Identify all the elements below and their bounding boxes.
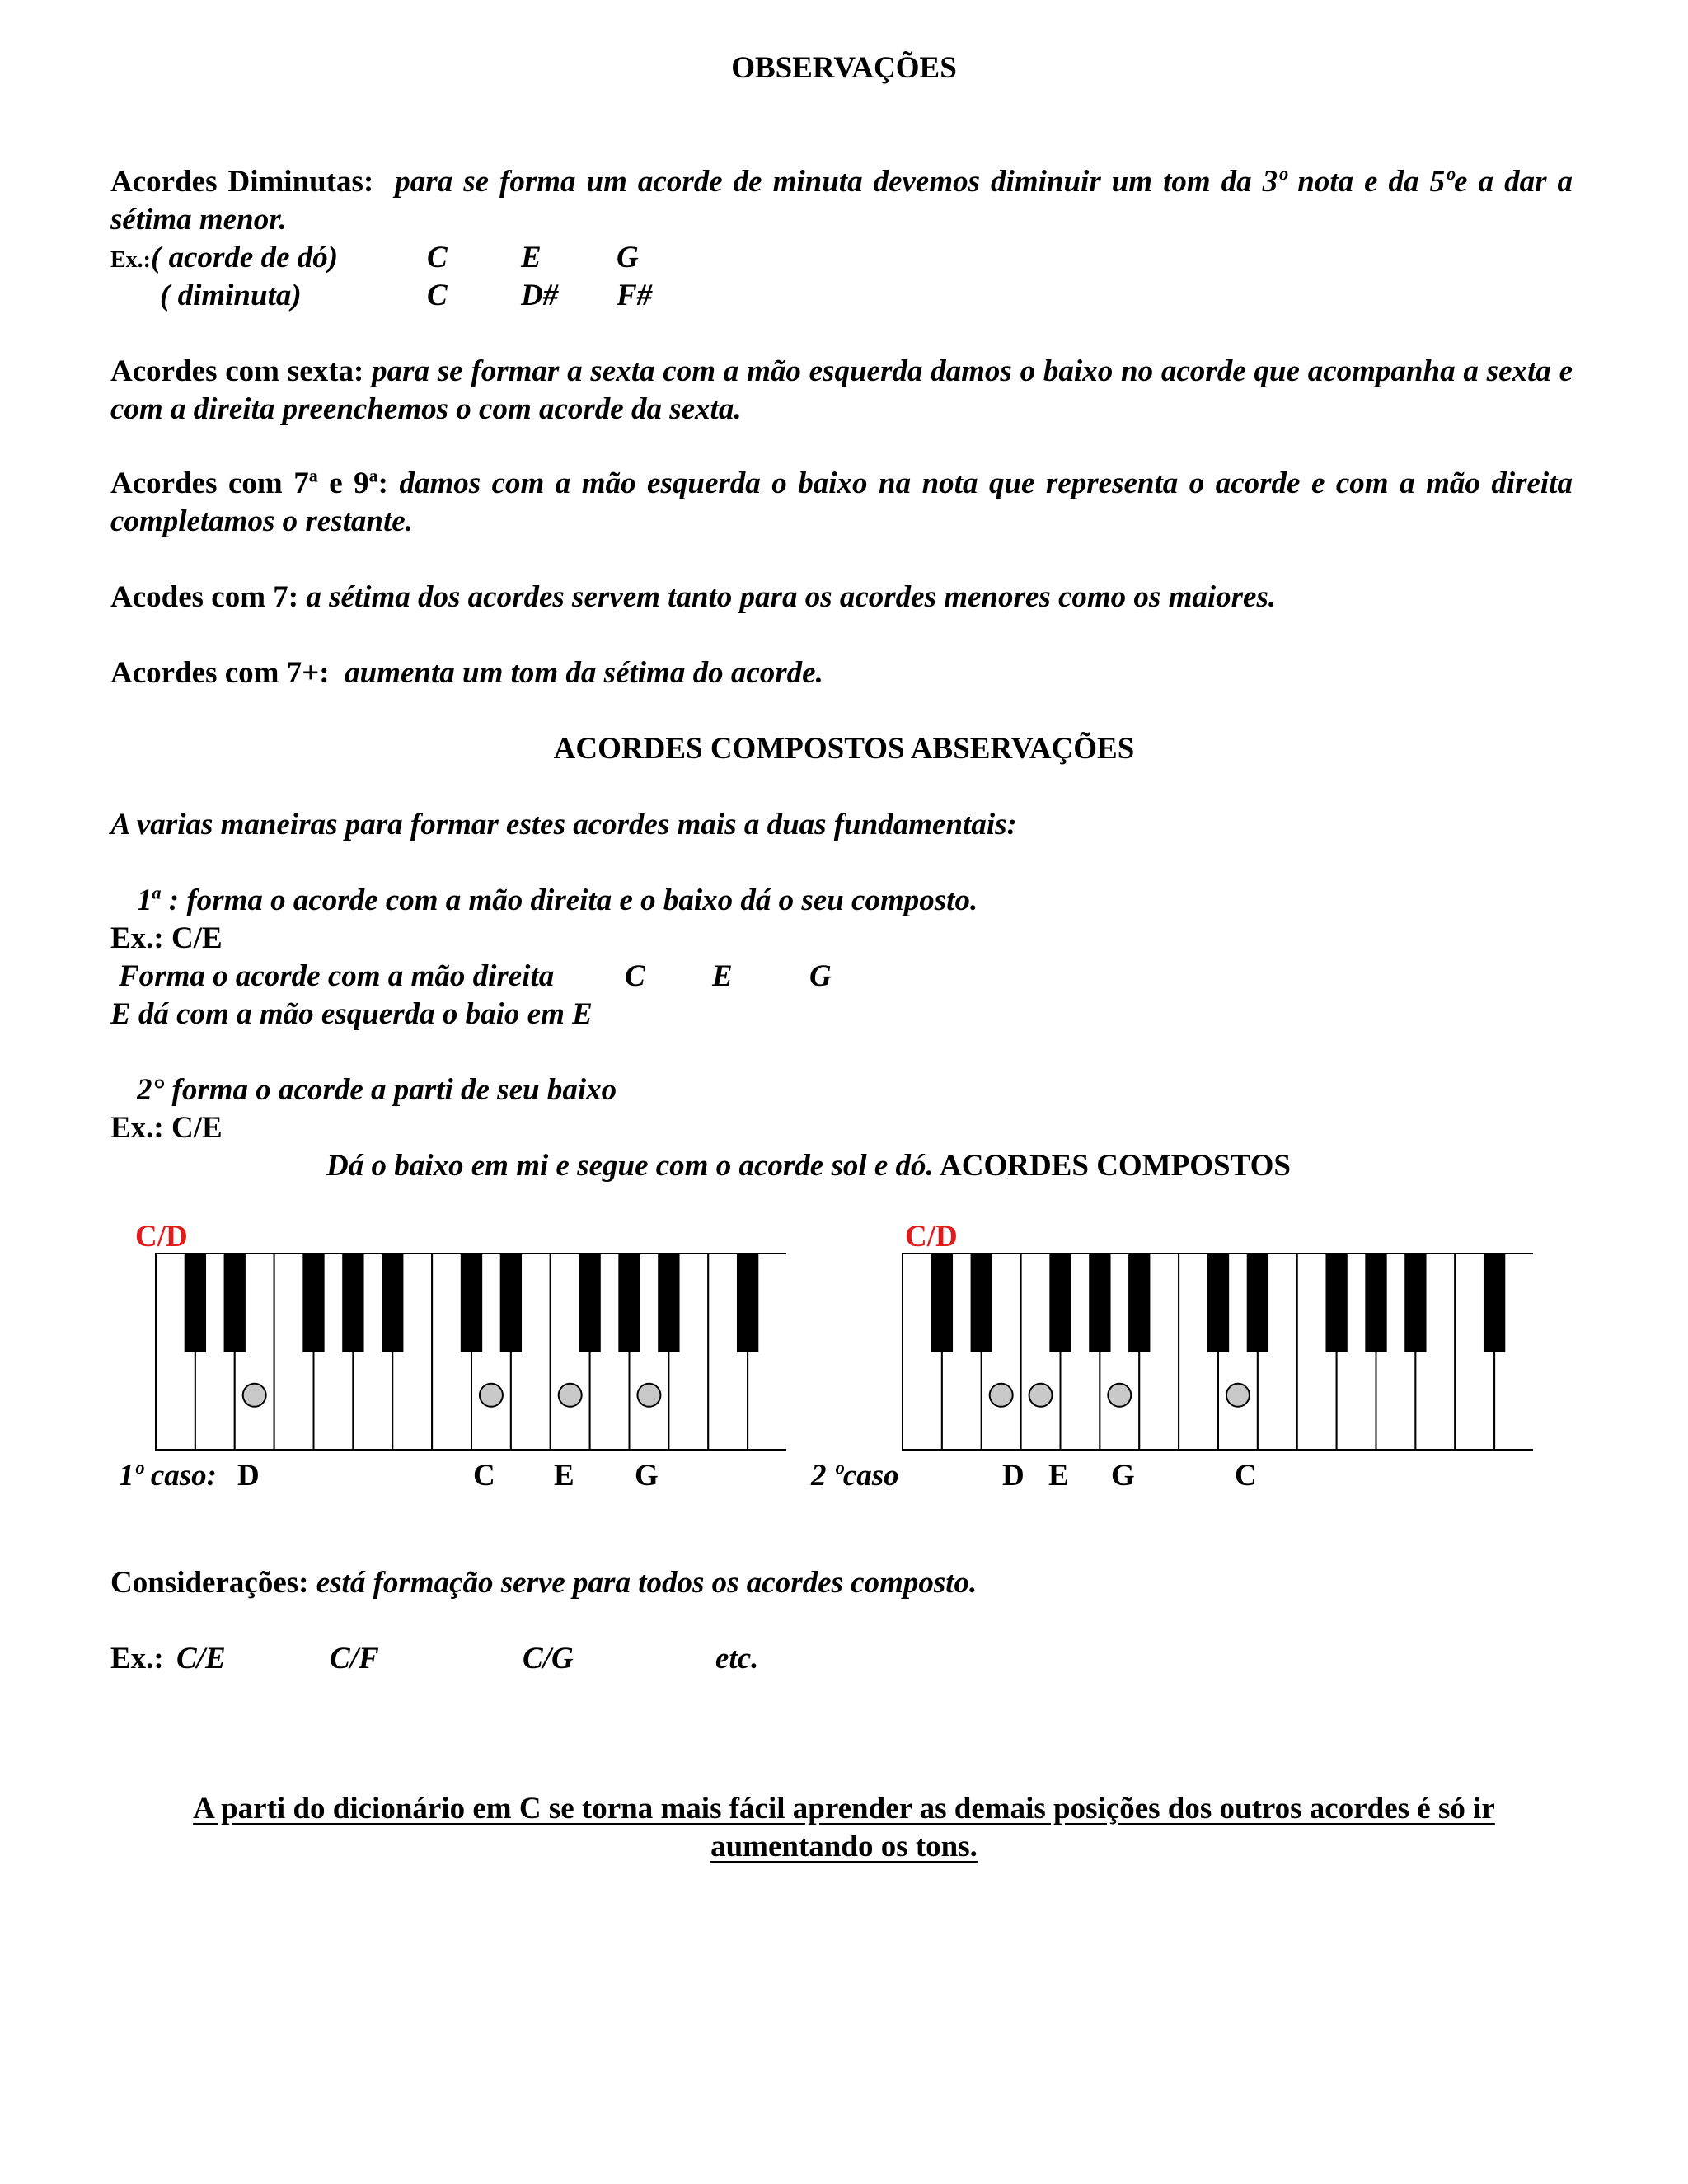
setima-nona-label: Acordes com 7$^a$ e 9$^a$: xyxy=(110,465,388,500)
diminutas-row2-note: D# xyxy=(521,279,559,312)
diminutas-example-row1 xyxy=(110,239,338,279)
forma2-example: Ex.: C/E xyxy=(110,1111,223,1145)
forma2-bold: ACORDES COMPOSTOS xyxy=(933,1149,1291,1183)
note-marker xyxy=(1029,1384,1053,1407)
note-marker xyxy=(1226,1384,1250,1407)
forma1-note: C xyxy=(625,959,645,993)
diminutas-row2-note: C xyxy=(427,279,448,312)
sexta-paragraph xyxy=(110,353,1573,429)
setima-nona-text: damos com a mão esquerda o baixo na nota que representa o acorde e com a mão direita completamos o restante. xyxy=(110,466,1573,538)
keyboard-note-label: C xyxy=(473,1459,495,1493)
piano-black-key xyxy=(1404,1254,1426,1352)
note-marker xyxy=(559,1384,582,1407)
piano-black-key xyxy=(1128,1254,1150,1352)
diminutas-text: para se forma um acorde de minuta devemos diminuir um tom da 3º nota e da 5ºe a dar a sétima menor. xyxy=(110,165,1573,237)
example-item: etc. xyxy=(715,1642,759,1675)
sexta-text: para se formar a sexta com a mão esquerda damos o baixo no acorde que acompanha a sexta e com a direita preenchemos o com acorde da sexta. xyxy=(110,354,1573,426)
forma2-italic: Dá o baixo em mi e segue com o acorde sol e dó. xyxy=(326,1149,934,1183)
forma1-line2: E dá com a mão esquerda o baio em E xyxy=(110,997,593,1031)
examples-prefix: Ex.: xyxy=(110,1642,164,1675)
diminutas-row2-note: F# xyxy=(617,279,653,312)
piano-black-key xyxy=(618,1254,640,1352)
keyboard-note-label: C xyxy=(1235,1459,1257,1493)
note-marker xyxy=(1108,1384,1131,1407)
example-item: C/F xyxy=(330,1642,379,1675)
piano-black-key xyxy=(382,1254,403,1352)
piano-black-key xyxy=(658,1254,679,1352)
keyboard-note-label: G xyxy=(635,1459,659,1493)
piano-black-key xyxy=(1049,1254,1071,1352)
piano-black-key xyxy=(1207,1254,1229,1352)
consideracoes-label: Considerações: xyxy=(110,1566,309,1600)
piano-black-key xyxy=(931,1254,953,1352)
keyboard-case-label: 1º caso: xyxy=(119,1459,217,1493)
setima-mais-label: Acordes com 7+: xyxy=(110,656,330,690)
diminutas-paragraph xyxy=(110,163,1573,239)
piano-black-key xyxy=(500,1254,522,1352)
keyboard-case-label: 2 ºcaso xyxy=(811,1459,899,1493)
diminutas-row1-note: E xyxy=(521,241,542,274)
forma1-line: 1$^a$ : forma o acorde com a mão direita e o baixo dá o seu composto. xyxy=(137,882,978,917)
sexta-label: Acordes com sexta: xyxy=(110,354,364,388)
diminutas-label: Acordes Diminutas: xyxy=(110,165,374,199)
piano-black-key xyxy=(224,1254,246,1352)
keyboard-note-label: D xyxy=(1002,1459,1025,1493)
keyboard-note-label: E xyxy=(1048,1459,1069,1493)
forma1-line1: Forma o acorde com a mão direita xyxy=(119,959,555,993)
forma1-example: Ex.: C/E xyxy=(110,921,223,955)
piano-black-key xyxy=(1484,1254,1505,1352)
note-marker xyxy=(243,1384,266,1407)
consideracoes-line xyxy=(110,1564,977,1602)
diminutas-row1-note: C xyxy=(427,241,448,274)
example-item: C/E xyxy=(176,1642,226,1675)
conclusion: A parti do dicionário em C se torna mais fácil aprender as demais posições dos outros acordes é só ir aumentando os tons. xyxy=(193,1792,1495,1863)
keyboard-note-label: E xyxy=(554,1459,574,1493)
setima-label: Acodes com 7: xyxy=(110,580,299,614)
forma1-note: E xyxy=(712,959,733,993)
piano-black-key xyxy=(737,1254,758,1352)
compostos-title: ACORDES COMPOSTOS ABSERVAÇÕES xyxy=(553,732,1135,766)
diminutas-row1-note: G xyxy=(617,241,639,274)
keyboard-note-label: G xyxy=(1111,1459,1135,1493)
piano-keyboard xyxy=(155,1253,786,1451)
piano-black-key xyxy=(342,1254,363,1352)
example-item: C/G xyxy=(523,1642,574,1675)
note-marker xyxy=(480,1384,503,1407)
note-marker xyxy=(637,1384,660,1407)
keyboard-chord-label: C/D xyxy=(135,1220,188,1254)
piano-black-key xyxy=(1325,1254,1347,1352)
forma2-description xyxy=(326,1147,1291,1185)
piano-black-key xyxy=(1089,1254,1110,1352)
setima-mais-text: aumenta um tom da sétima do acorde. xyxy=(345,656,823,690)
piano-black-key xyxy=(461,1254,482,1352)
compostos-intro: A varias maneiras para formar estes acordes mais a duas fundamentais: xyxy=(110,808,1017,841)
consideracoes-text: está formação serve para todos os acordes composto. xyxy=(316,1566,978,1600)
setima-text: a sétima dos acordes servem tanto para os acordes menores como os maiores. xyxy=(306,580,1277,614)
forma1-note: G xyxy=(809,959,832,993)
page-title: OBSERVAÇÕES xyxy=(731,51,957,85)
diminutas-ex-prefix: Ex.: xyxy=(110,247,151,273)
keyboard-chord-label: C/D xyxy=(905,1220,958,1254)
forma2-line: 2° forma o acorde a parti de seu baixo xyxy=(137,1073,617,1107)
setima-line xyxy=(110,579,1276,616)
setima-mais-line xyxy=(110,654,823,692)
piano-black-key xyxy=(1247,1254,1268,1352)
keyboard-note-label: D xyxy=(237,1459,260,1493)
note-marker xyxy=(990,1384,1013,1407)
piano-black-key xyxy=(1365,1254,1386,1352)
piano-black-key xyxy=(185,1254,206,1352)
piano-black-key xyxy=(971,1254,992,1352)
piano-keyboard xyxy=(902,1253,1533,1451)
diminutas-row1-label: ( acorde de dó) xyxy=(151,241,339,274)
piano-black-key xyxy=(579,1254,600,1352)
setima-nona-paragraph xyxy=(110,465,1573,541)
diminutas-row2-label: ( diminuta) xyxy=(160,279,302,312)
piano-black-key xyxy=(302,1254,324,1352)
